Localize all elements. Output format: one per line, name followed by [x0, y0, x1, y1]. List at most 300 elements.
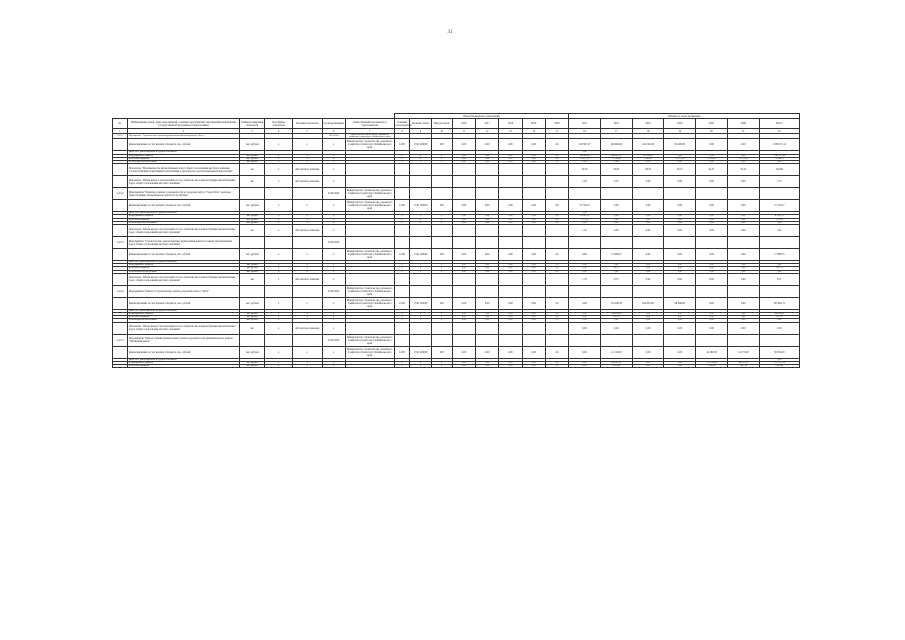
header-row: [113, 119, 800, 129]
table-cell: из внебюджетных источников: [127, 319, 239, 322]
table-cell: из местных бюджетов: [127, 218, 239, 221]
table-cell: х: [265, 267, 293, 270]
table-cell: 0,00: [499, 264, 522, 267]
table-cell: 2 171,29: [759, 218, 799, 221]
table-cell: [452, 322, 475, 334]
column-number: 3: [239, 129, 264, 134]
table-cell: 0,00: [569, 361, 601, 364]
table-cell: 0,00: [664, 215, 696, 218]
table-cell: Показатель "Объем ввода в эксплуатацию после строительства и реконструкции автомобильных дорог общего пользования местного значения": [127, 322, 239, 334]
table-cell: Министерство строительства, дорожного хозяйства и транспорта Забайкальского края: [346, 298, 393, 308]
table-cell: 0,0: [545, 249, 568, 261]
table-cell: 0,00: [664, 154, 696, 157]
table-cell: 14 00: [394, 139, 410, 151]
table-cell: х: [265, 313, 293, 316]
table-cell: х: [265, 316, 293, 319]
table-cell: 0,00: [727, 297, 759, 309]
table-cell: 1.4.2.4: [113, 285, 128, 297]
table-cell: 11 471,70: [569, 157, 601, 160]
table-cell: 0,00: [522, 319, 545, 322]
table-cell: 0,00: [499, 346, 522, 358]
table-cell: 0,00: [664, 221, 696, 224]
table-cell: х: [431, 221, 452, 224]
table-cell: 0,00: [569, 316, 601, 319]
table-cell: х: [394, 365, 410, 368]
table-cell: 0,00: [569, 319, 601, 322]
table-cell: 0,00: [696, 225, 728, 237]
table-cell: [545, 225, 568, 237]
table-cell: 0,00: [452, 215, 475, 218]
table-cell: [345, 225, 394, 237]
table-cell: 1740 120020: [410, 249, 431, 261]
table-cell: [431, 176, 452, 188]
table-cell: х: [322, 365, 345, 368]
table-cell: х: [394, 316, 410, 319]
table-row: [113, 200, 800, 212]
table-cell: 0,0: [545, 313, 568, 316]
table-cell: из федерального бюджета: [127, 264, 239, 267]
column-number: 18: [632, 129, 664, 134]
table-cell: 0,00: [522, 218, 545, 221]
table-cell: кроме того, финансирование из других источников:: [127, 212, 239, 215]
table-cell: 104 684,84: [600, 139, 632, 151]
table-cell: [569, 188, 601, 200]
table-cell: 0,00: [727, 139, 759, 151]
table-cell: 1740 120020: [410, 200, 431, 212]
table-cell: х: [322, 273, 345, 285]
table-cell: 0,0: [545, 346, 568, 358]
table-cell: х: [265, 161, 293, 164]
table-cell: 224,06: [759, 164, 799, 176]
table-row: [113, 188, 800, 200]
table-cell: х: [265, 319, 293, 322]
table-cell: 0,00: [569, 267, 601, 270]
table-cell: 0,00: [600, 319, 632, 322]
table-cell: км: [239, 322, 264, 334]
table-cell: х: [292, 221, 322, 224]
table-cell: 200: [431, 139, 452, 151]
table-cell: 11 175,00: [727, 157, 759, 160]
table-cell: 58 054,00: [759, 346, 799, 358]
table-cell: [345, 164, 394, 176]
table-cell: 0,00: [632, 270, 664, 273]
table-cell: 0,00: [759, 358, 799, 361]
table-cell: [345, 273, 394, 285]
table-cell: 0,00: [499, 267, 522, 270]
table-cell: [431, 273, 452, 285]
table-cell: х: [322, 267, 345, 270]
table-cell: 0,00: [499, 221, 522, 224]
table-cell: 0,00: [522, 139, 545, 151]
table-cell: 0,00: [522, 157, 545, 160]
table-cell: [664, 334, 696, 346]
table-cell: [727, 334, 759, 346]
table-cell: 100 813,20: [600, 361, 632, 364]
table-cell: 0,00: [452, 316, 475, 319]
column-number: 17: [600, 129, 632, 134]
table-cell: 0,00: [727, 176, 759, 188]
table-cell: [452, 188, 475, 200]
table-cell: [239, 237, 264, 249]
table-cell: [394, 334, 410, 346]
table-cell: 0,00: [664, 218, 696, 221]
table-cell: 0,00: [664, 249, 696, 261]
table-cell: 0,00: [499, 161, 522, 164]
table-cell: 0,0: [545, 161, 568, 164]
column-header: Всего: [759, 119, 799, 129]
table-cell: х: [265, 346, 293, 358]
table-cell: 1,91: [759, 225, 799, 237]
table-cell: [113, 225, 128, 237]
table-cell: 0,00: [727, 200, 759, 212]
table-cell: 14 00: [394, 297, 410, 309]
table-cell: 1.4.2.5: [113, 334, 128, 346]
table-cell: х: [322, 313, 345, 316]
table-cell: 0,00: [499, 215, 522, 218]
column-number: 21: [727, 129, 759, 134]
table-cell: 0,00: [727, 218, 759, 221]
table-cell: 0,00: [522, 200, 545, 212]
column-number: 12: [476, 129, 499, 134]
table-cell: 0,00: [569, 297, 601, 309]
table-cell: 0,00: [696, 249, 728, 261]
table-cell: 347,73: [600, 267, 632, 270]
column-number: 5: [292, 129, 322, 134]
table-cell: 126 597,17: [569, 139, 601, 151]
table-cell: 0,00: [476, 264, 499, 267]
table-cell: [600, 237, 632, 249]
table-cell: 72 745,27: [569, 200, 601, 212]
table-cell: [476, 225, 499, 237]
table-cell: [113, 322, 128, 334]
column-number: 2: [127, 129, 239, 134]
table-cell: 0,00: [600, 221, 632, 224]
table-cell: 0,00: [696, 322, 728, 334]
table-cell: [410, 334, 431, 346]
table-cell: 0,00: [452, 200, 475, 212]
table-cell: 549 181,79: [600, 154, 632, 157]
table-cell: 0,00: [696, 154, 728, 157]
table-cell: 0,00: [664, 273, 696, 285]
table-cell: х: [265, 200, 293, 212]
table-cell: 0,00: [499, 297, 522, 309]
table-cell: х: [322, 215, 345, 218]
table-cell: х: [410, 361, 431, 364]
table-cell: х: [265, 270, 293, 273]
table-cell: х: [322, 346, 345, 358]
table-cell: 0,00: [499, 218, 522, 221]
table-cell: х: [292, 218, 322, 221]
table-cell: [499, 334, 522, 346]
table-cell: [292, 334, 322, 346]
table-cell: из местных бюджетов: [127, 316, 239, 319]
table-cell: 1 545 715,80: [759, 154, 799, 157]
table-cell: 0,00: [476, 157, 499, 160]
table-cell: 0,00: [632, 316, 664, 319]
table-cell: 0,00: [522, 249, 545, 261]
table-cell: 20,78: [569, 164, 601, 176]
table-cell: 0,00: [696, 270, 728, 273]
table-cell: 0,00: [727, 267, 759, 270]
table-row: [113, 322, 800, 334]
table-row: [113, 225, 800, 237]
table-cell: 54,14: [727, 164, 759, 176]
table-cell: 317,79: [759, 316, 799, 319]
column-number: 13: [499, 129, 522, 134]
table-cell: 0,00: [664, 346, 696, 358]
column-number: 19: [664, 129, 696, 134]
table-row: [113, 346, 800, 358]
table-cell: 0,0: [545, 270, 568, 273]
table-cell: 0,0: [545, 221, 568, 224]
table-row: [113, 164, 800, 176]
table-cell: 0,00: [452, 361, 475, 364]
table-cell: Мероприятие "Ремонт и капитальный ремонт улично-дорожной сети муниципального района "Читинский район": [127, 334, 239, 346]
table-cell: 1740 120020: [410, 346, 431, 358]
table-cell: 14 00: [394, 200, 410, 212]
table-cell: 0,00: [569, 161, 601, 164]
table-cell: 1,70: [569, 273, 601, 285]
table-cell: 0,00: [499, 270, 522, 273]
funding-group-header: Объемы по годам реализации: [569, 114, 800, 119]
table-cell: 72 745,27: [759, 200, 799, 212]
column-header: 2018: [499, 119, 522, 129]
table-cell: 0,00: [499, 249, 522, 261]
table-cell: 0,00: [632, 249, 664, 261]
column-header: Целевая статья: [410, 119, 431, 129]
column-header: 2021: [569, 119, 601, 129]
table-cell: 2 112,00: [600, 365, 632, 368]
table-cell: [499, 285, 522, 297]
table-cell: х: [410, 215, 431, 218]
table-cell: 0,0: [545, 365, 568, 368]
page-number: 31: [447, 30, 453, 35]
column-header: 2022: [600, 119, 632, 129]
table-cell: 0,00: [452, 161, 475, 164]
column-number: 16: [569, 129, 601, 134]
table-cell: из местных бюджетов: [127, 267, 239, 270]
table-cell: [600, 285, 632, 297]
table-cell: [345, 176, 394, 188]
table-cell: х: [322, 316, 345, 319]
table-cell: х: [292, 157, 322, 160]
table-cell: х: [265, 361, 293, 364]
table-cell: х: [322, 225, 345, 237]
table-cell: 0,0: [545, 264, 568, 267]
table-cell: [632, 285, 664, 297]
table-row: [113, 285, 800, 297]
table-cell: х: [322, 264, 345, 267]
table-cell: 0,00: [522, 365, 545, 368]
table-cell: х: [431, 218, 452, 221]
table-cell: тыс. рублей: [239, 154, 264, 157]
table-cell: 0,00: [696, 215, 728, 218]
table-cell: 0,00: [632, 361, 664, 364]
table-cell: Мероприятие "Развитие и ремонт дорожной сети в городском округе "Город Чита", включая реконструкцию автомобильной дороги по ул. Бутина": [127, 188, 239, 200]
table-cell: [292, 237, 322, 249]
table-cell: 0,00: [759, 270, 799, 273]
table-cell: 1740 120020: [410, 297, 431, 309]
table-cell: [476, 164, 499, 176]
table-cell: 14 180,38: [696, 346, 728, 358]
table-cell: 70 543,22: [759, 157, 799, 160]
table-cell: [499, 225, 522, 237]
table-cell: [727, 285, 759, 297]
table-cell: х: [292, 319, 322, 322]
table-cell: х: [292, 264, 322, 267]
table-cell: 11 798,84: [600, 157, 632, 160]
table-cell: 0,0: [545, 361, 568, 364]
table-cell: х: [322, 218, 345, 221]
table-cell: 0,37: [600, 273, 632, 285]
table-cell: х: [394, 313, 410, 316]
table-cell: [696, 188, 728, 200]
table-cell: тыс. рублей: [239, 215, 264, 218]
table-cell: [522, 237, 545, 249]
table-cell: Министерство строительства, дорожного хозяйства и транспорта Забайкальского края: [345, 134, 394, 139]
table-cell: [476, 322, 499, 334]
table-cell: х: [431, 270, 452, 273]
table-cell: [522, 273, 545, 285]
table-cell: 0,00: [696, 221, 728, 224]
table-cell: финансирование за счет краевого бюджета, тыс. рублей: [127, 139, 239, 151]
table-cell: х: [410, 264, 431, 267]
table-cell: 0,00: [664, 200, 696, 212]
column-header: Наименование целей, задач, мероприятий, основных мероприятий, мероприятий, направлений государственной программы (подпрограммы): [127, 119, 239, 129]
table-cell: х: [431, 161, 452, 164]
table-cell: 0,0: [545, 157, 568, 160]
table-cell: [499, 237, 522, 249]
table-cell: 200: [431, 346, 452, 358]
table-cell: [431, 322, 452, 334]
table-cell: 1740 120020: [410, 139, 431, 151]
table-cell: [499, 176, 522, 188]
table-cell: 0,00: [452, 221, 475, 224]
table-cell: 0,00: [696, 200, 728, 212]
table-cell: Мероприятие "Строительство, реконструкция, капитальный ремонт и ремонт автомобильных дорог общего пользования местного значения": [127, 237, 239, 249]
table-cell: х: [322, 319, 345, 322]
table-cell: Абсолютное значение: [292, 176, 322, 188]
table-cell: х: [265, 273, 293, 285]
table-row: [113, 334, 800, 346]
table-cell: х: [431, 154, 452, 157]
table-cell: 174 266,33: [600, 297, 632, 309]
table-cell: 0,00: [522, 316, 545, 319]
table-cell: 0,00: [522, 297, 545, 309]
table-cell: 1.4.2.1: [113, 134, 128, 139]
table-cell: [239, 334, 264, 346]
table-cell: 0,00: [476, 270, 499, 273]
table-cell: [759, 285, 799, 297]
table-cell: х: [265, 221, 293, 224]
table-cell: 17 088,25: [759, 249, 799, 261]
column-header: 2025: [696, 119, 728, 129]
table-cell: 0,00: [632, 225, 664, 237]
table-cell: 0,00: [696, 139, 728, 151]
table-cell: 0,00: [476, 218, 499, 221]
table-cell: 0,37: [600, 176, 632, 188]
table-cell: [394, 273, 410, 285]
table-cell: кроме того, финансирование из других источников:: [127, 151, 239, 154]
table-cell: тыс. рублей: [239, 221, 264, 224]
table-cell: финансирование за счет краевого бюджета, тыс. рублей: [127, 200, 239, 212]
table-cell: [113, 365, 128, 368]
table-cell: х: [292, 270, 322, 273]
table-cell: [394, 237, 410, 249]
table-cell: 0,00: [499, 139, 522, 151]
table-cell: [522, 164, 545, 176]
table-cell: 347,73: [759, 267, 799, 270]
table-cell: из федерального бюджета: [127, 154, 239, 157]
table-cell: х: [431, 316, 452, 319]
column-header: 2020: [545, 119, 568, 129]
table-cell: 0,00: [452, 346, 475, 358]
table-cell: км: [239, 225, 264, 237]
table-cell: х: [265, 157, 293, 160]
table-cell: 42,71: [696, 164, 728, 176]
table-cell: [239, 285, 264, 297]
table-cell: 0,00: [499, 365, 522, 368]
table-cell: [522, 225, 545, 237]
table-cell: [759, 334, 799, 346]
table-cell: х: [292, 365, 322, 368]
table-cell: 0,00: [727, 322, 759, 334]
table-cell: х: [292, 313, 322, 316]
table-cell: х: [394, 161, 410, 164]
table-cell: 0,00: [632, 365, 664, 368]
table-cell: тыс. рублей: [239, 161, 264, 164]
table-cell: х: [265, 264, 293, 267]
table-cell: 0,00: [522, 215, 545, 218]
table-cell: 0,00: [632, 264, 664, 267]
table-cell: 0,00: [569, 151, 601, 154]
table-cell: из федерального бюджета: [127, 361, 239, 364]
table-cell: 0,00: [569, 264, 601, 267]
table-cell: 11 171,00: [664, 157, 696, 160]
table-cell: 0,0: [545, 316, 568, 319]
program-table: [112, 113, 800, 368]
table-cell: 0,00: [569, 313, 601, 316]
table-cell: 1,91: [569, 225, 601, 237]
table-cell: 0,00: [664, 161, 696, 164]
table-cell: [410, 188, 431, 200]
table-cell: 0,00: [727, 273, 759, 285]
table-cell: 0,00: [522, 221, 545, 224]
table-cell: [394, 285, 410, 297]
column-header: Единица измерения показателя: [241, 120, 264, 127]
table-cell: 0,00: [600, 200, 632, 212]
table-cell: [452, 176, 475, 188]
table-cell: х: [431, 267, 452, 270]
table-cell: тыс. рублей: [239, 218, 264, 221]
table-cell: 0,00: [476, 161, 499, 164]
table-cell: 0,00: [476, 297, 499, 309]
table-cell: 200: [431, 297, 452, 309]
table-cell: Министерство строительства, дорожного хозяйства и транспорта Забайкальского края: [346, 335, 393, 345]
table-cell: х: [431, 361, 452, 364]
table-cell: х: [410, 154, 431, 157]
table-cell: 0,00: [476, 154, 499, 157]
table-cell: 0,00: [499, 200, 522, 212]
table-cell: 0,00: [664, 176, 696, 188]
table-cell: х: [292, 154, 322, 157]
table-cell: 0,00: [664, 225, 696, 237]
table-cell: х: [265, 164, 293, 176]
table-cell: [113, 249, 128, 261]
table-cell: Абсолютное значение: [292, 322, 322, 334]
table-cell: [522, 334, 545, 346]
table-cell: х: [322, 200, 345, 212]
